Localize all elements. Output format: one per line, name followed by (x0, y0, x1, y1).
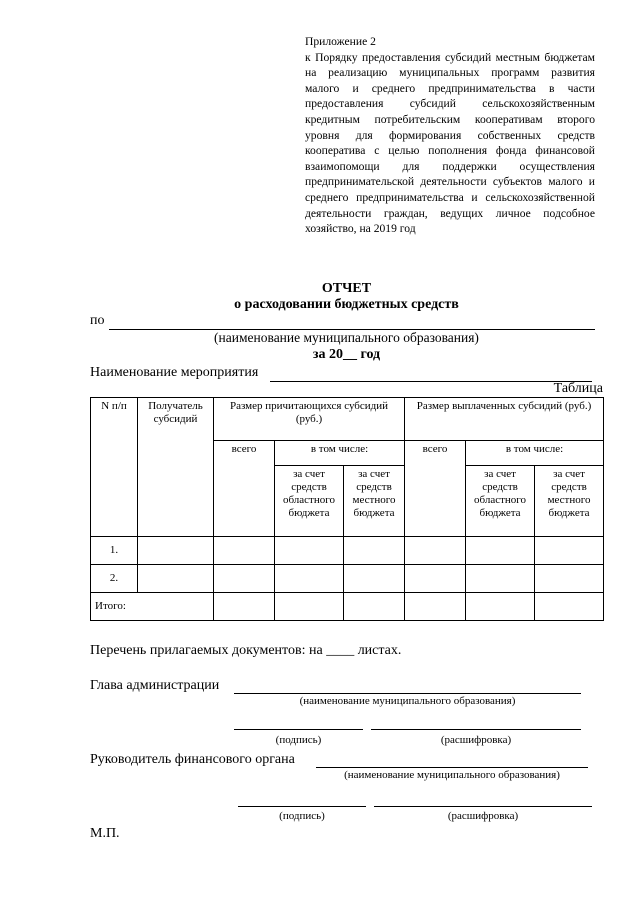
finance-municipality-line[interactable] (316, 767, 588, 768)
head-decoding-caption: (расшифровка) (440, 734, 512, 746)
table-cell[interactable] (466, 593, 535, 621)
table-row-total (91, 593, 604, 621)
table-cell[interactable] (138, 537, 214, 565)
head-municipality-line[interactable] (234, 693, 581, 694)
by-label: по (90, 313, 105, 328)
table-row (91, 537, 604, 565)
header-due-including: в том числе: (275, 441, 405, 466)
table-cell[interactable] (138, 565, 214, 593)
table-cell[interactable] (275, 537, 344, 565)
table-cell[interactable] (535, 537, 604, 565)
finance-decoding-caption: (расшифровка) (447, 810, 519, 822)
header-due-local: за счет средств местного бюджета (344, 466, 405, 537)
table-cell[interactable] (466, 565, 535, 593)
header-due-total: всего (214, 441, 275, 537)
total-label: Итого: (91, 593, 214, 621)
finance-head-label: Руководитель финансового органа (90, 752, 295, 767)
finance-signature-line[interactable] (238, 806, 366, 807)
header-paid-regional: за счет средств областного бюджета (466, 466, 535, 537)
table-cell[interactable] (344, 593, 405, 621)
head-label: Глава администрации (90, 678, 220, 693)
table-cell[interactable] (405, 593, 466, 621)
table-cell[interactable] (214, 565, 275, 593)
event-line[interactable] (270, 381, 592, 382)
table-cell[interactable] (535, 565, 604, 593)
table-cell[interactable] (214, 593, 275, 621)
table-row (91, 565, 604, 593)
finance-decoding-line[interactable] (374, 806, 592, 807)
header-paid: Размер выплаченных субсидий (руб.) (405, 398, 604, 441)
head-signature-caption: (подпись) (275, 734, 322, 746)
table-cell[interactable] (466, 537, 535, 565)
header-due: Размер причитающихся субсидий (руб.) (214, 398, 405, 441)
table-cell[interactable] (214, 537, 275, 565)
head-municipality-caption: (наименование муниципального образования) (299, 695, 516, 707)
header-recipient: Получатель субсидий (138, 398, 214, 537)
row-num: 1. (91, 537, 138, 565)
appendix-block (305, 34, 595, 237)
report-title: ОТЧЕТ (321, 281, 372, 296)
table-cell[interactable] (405, 537, 466, 565)
appendix-title: Приложение 2 (305, 35, 376, 48)
table-cell[interactable] (535, 593, 604, 621)
report-subtitle: о расходовании бюджетных средств (234, 297, 459, 312)
header-paid-total: всего (405, 441, 466, 537)
table-cell[interactable] (344, 537, 405, 565)
report-year: за 20__ год (312, 347, 381, 362)
table-cell[interactable] (405, 565, 466, 593)
header-due-regional: за счет средств областного бюджета (275, 466, 344, 537)
table-cell[interactable] (344, 565, 405, 593)
row-num: 2. (91, 565, 138, 593)
header-paid-including: в том числе: (466, 441, 604, 466)
docs-list: Перечень прилагаемых документов: на ____ листах. (90, 643, 402, 658)
municipality-caption-top: (наименование муниципального образования) (214, 330, 479, 345)
table-cell[interactable] (275, 593, 344, 621)
finance-signature-caption: (подпись) (279, 810, 325, 822)
head-decoding-line[interactable] (371, 729, 581, 730)
appendix-text: к Порядку предоставления субсидий местным бюджетам на реализацию муниципальных программ развития малого и среднего предпринимательства в части предоставления субсидий сельскохозяйственным кредитным потребительским кооперативам второго уровня для формирования собственных средств кооператива с целью пополнения фонда финансовой взаимопомощи для поддержки осуществления предпринимательской деятельности субъектов малого и среднего предпринимательства и сельскохозяйственной деятельности граждан, ведущих личное подсобное хозяйство, на 2019 год (305, 50, 595, 236)
report-table (90, 397, 604, 621)
header-paid-local: за счет средств местного бюджета (535, 466, 604, 537)
finance-municipality-caption: (наименование муниципального образования) (344, 769, 560, 781)
table-cell[interactable] (275, 565, 344, 593)
event-label: Наименование мероприятия (90, 365, 259, 380)
stamp-label: М.П. (90, 826, 120, 841)
table-label: Таблица (553, 381, 603, 396)
header-num: N п/п (91, 398, 138, 537)
head-signature-line[interactable] (234, 729, 363, 730)
